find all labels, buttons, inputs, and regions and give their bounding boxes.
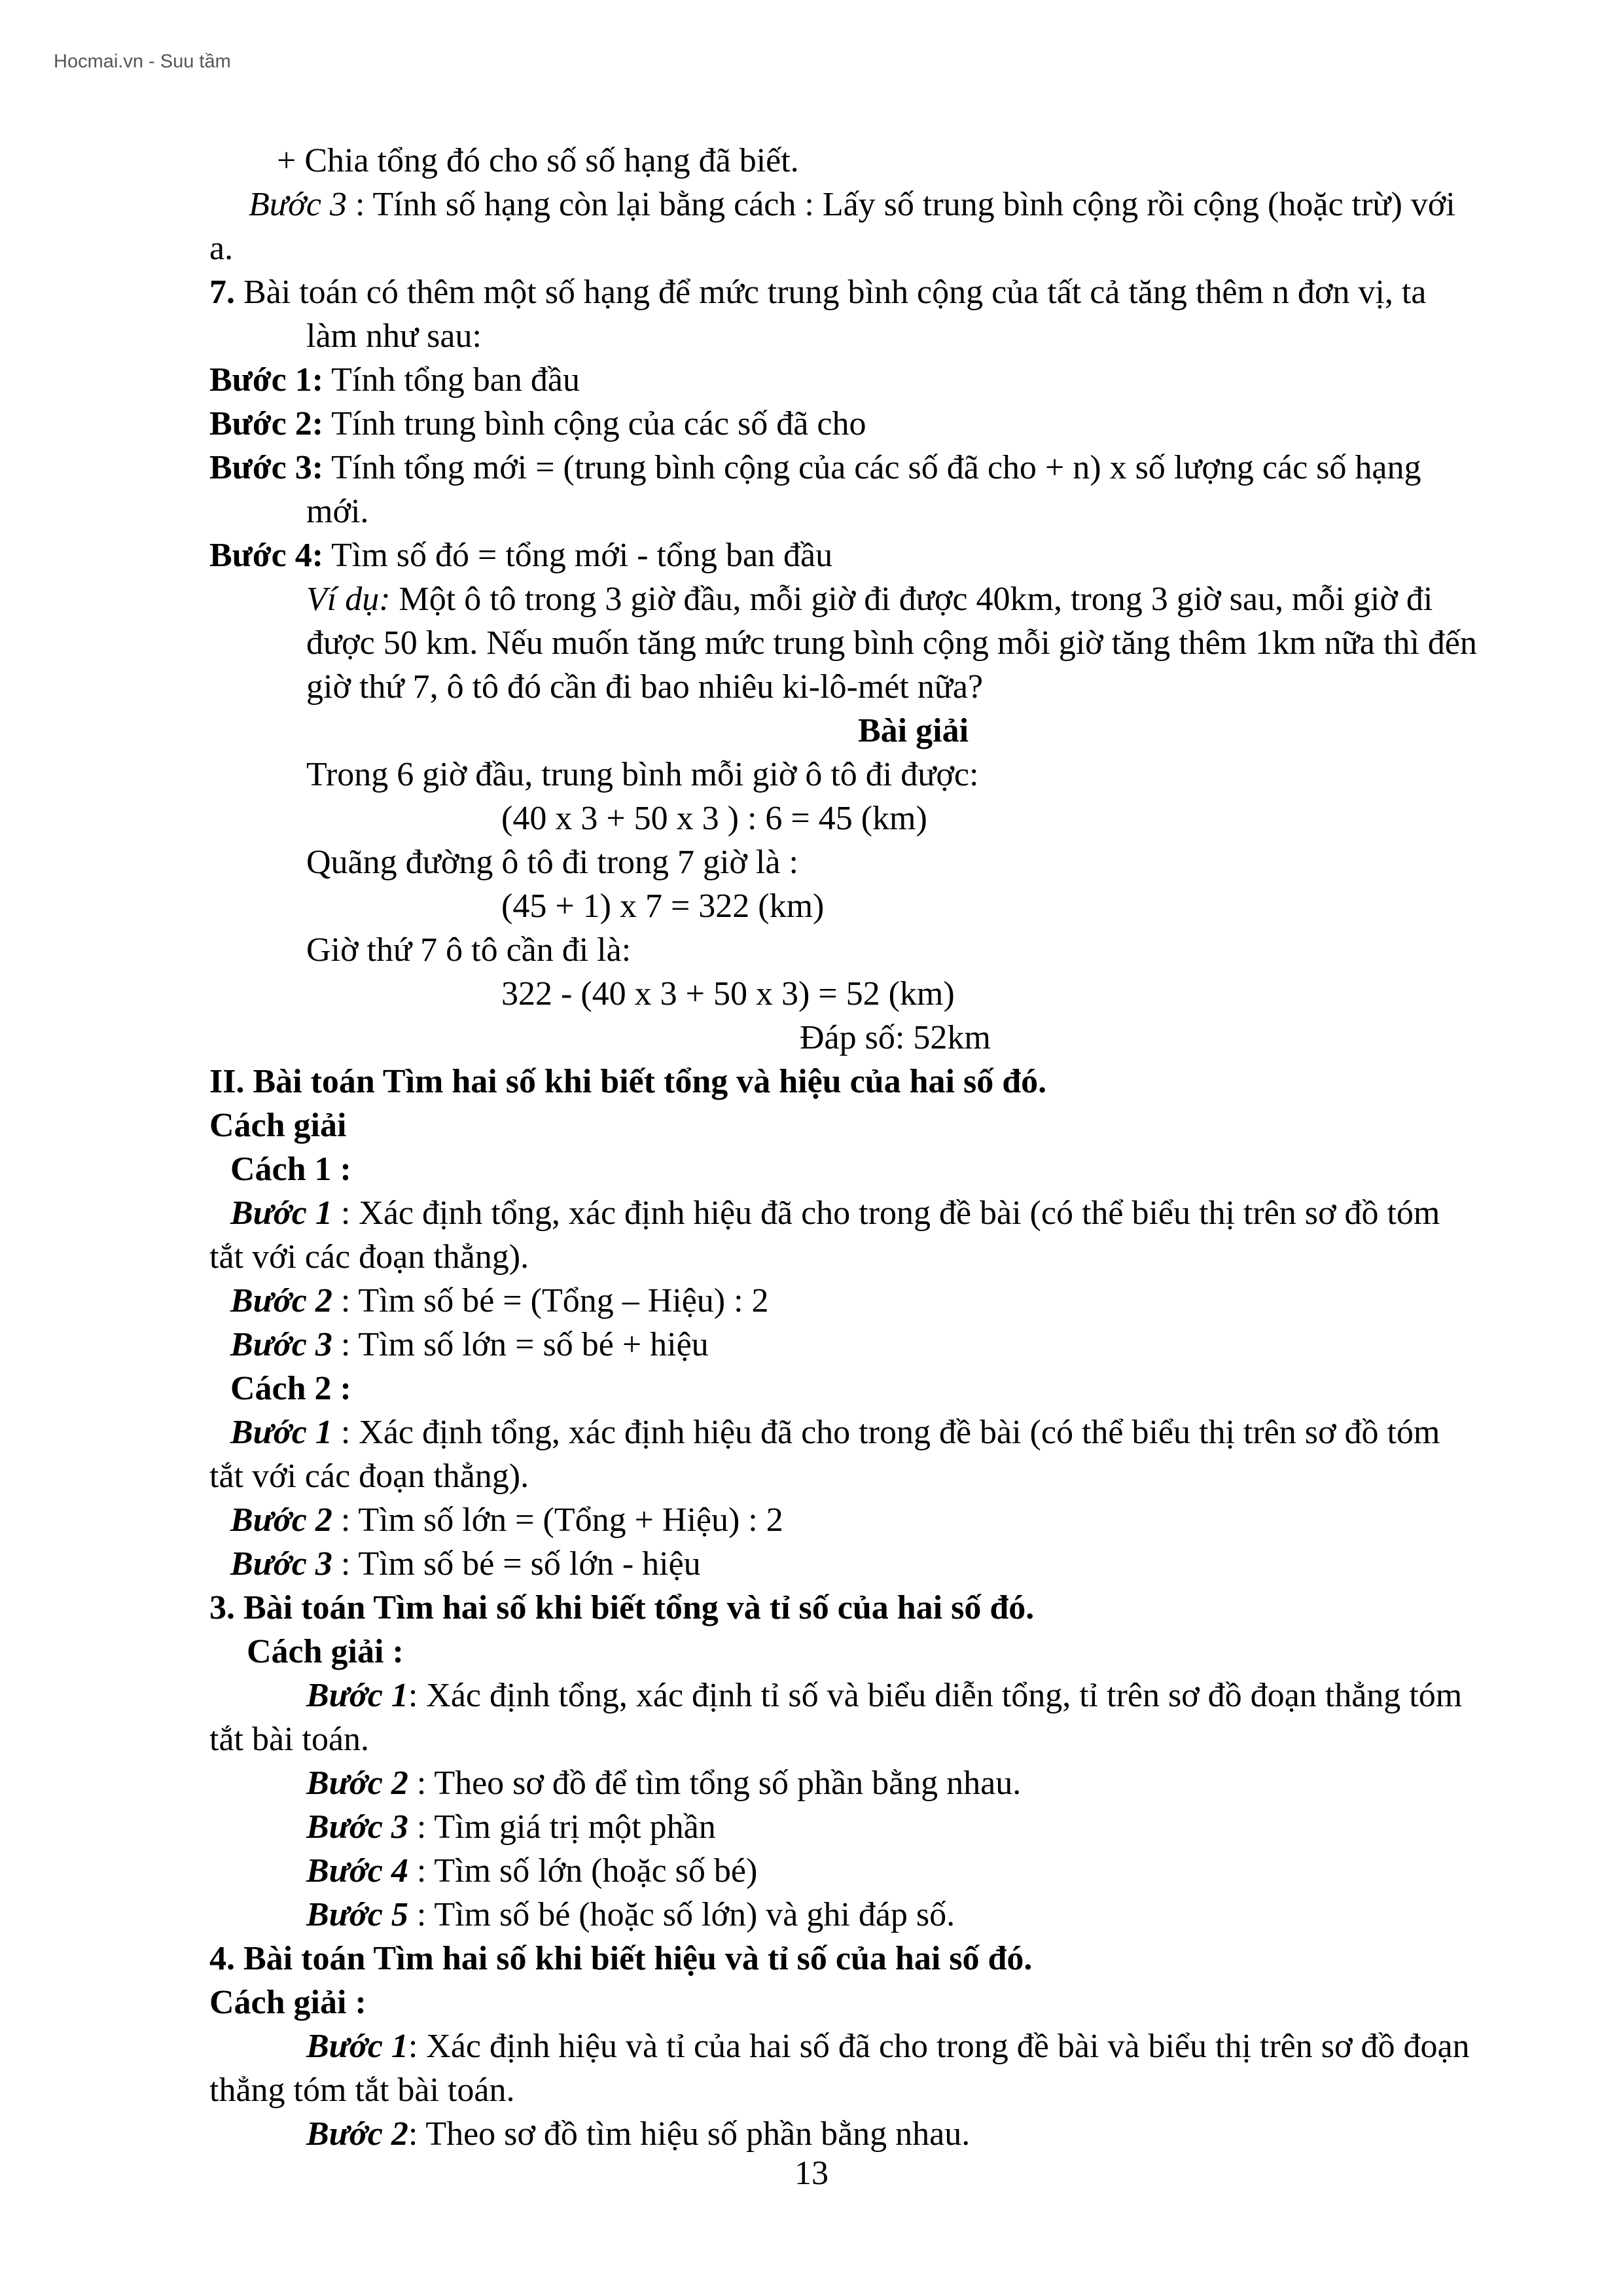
- section-7-heading: 7. Bài toán có thêm một số hạng để mức trung bình cộng của tất cả tăng thêm n đơn vị, ta: [209, 274, 1427, 311]
- step3-line: Bước 3 : Tính số hạng còn lại bằng cách : Lấy số trung bình cộng rồi cộng (hoặc trừ) với: [249, 186, 1455, 223]
- section-II-heading: II. Bài toán Tìm hai số khi biết tổng và hiệu của hai số đó.: [209, 1063, 1047, 1100]
- section-7-step-2: Bước 2: Tính trung bình cộng của các số đã cho: [209, 405, 866, 442]
- watermark: Hocmai.vn - Suu tầm: [54, 51, 231, 72]
- example-line-1: Ví dụ: Một ô tô trong 3 giờ đầu, mỗi giờ đi được 40km, trong 3 giờ sau, mỗi giờ đi: [306, 581, 1433, 618]
- section-7-heading-cont: làm như sau:: [306, 317, 482, 355]
- section-4-heading: 4. Bài toán Tìm hai số khi biết hiệu và tỉ số của hai số đó.: [209, 1940, 1033, 1977]
- way-1-title: Cách 1 :: [230, 1151, 351, 1188]
- section-4-method-title: Cách giải :: [209, 1984, 366, 2021]
- section-3-step-4: Bước 4 : Tìm số lớn (hoặc số bé): [306, 1852, 758, 1890]
- solution-line-2: (40 x 3 + 50 x 3 ) : 6 = 45 (km): [501, 800, 927, 837]
- way-2-step-1-cont: tắt với các đoạn thẳng).: [209, 1458, 529, 1495]
- solution-line-4: (45 + 1) x 7 = 322 (km): [501, 888, 825, 925]
- step-label: Bước 3: [249, 186, 347, 223]
- section-4-step-2: Bước 2: Theo sơ đồ tìm hiệu số phần bằng nhau.: [306, 2115, 971, 2153]
- solution-line-1: Trong 6 giờ đầu, trung bình mỗi giờ ô tô đi được:: [306, 756, 979, 793]
- solution-line-3: Quãng đường ô tô đi trong 7 giờ là :: [306, 844, 798, 881]
- way-1-step-1-cont: tắt với các đoạn thẳng).: [209, 1238, 529, 1276]
- section-3-step-5: Bước 5 : Tìm số bé (hoặc số lớn) và ghi đáp số.: [306, 1896, 955, 1933]
- example-line-3: giờ thứ 7, ô tô đó cần đi bao nhiêu ki-lô-mét nữa?: [306, 668, 984, 706]
- solution-line-6: 322 - (40 x 3 + 50 x 3) = 52 (km): [501, 975, 955, 1013]
- section-3-step-1-cont: tắt bài toán.: [209, 1721, 370, 1758]
- way-1-step-3: Bước 3 : Tìm số lớn = số bé + hiệu: [230, 1326, 709, 1363]
- section-4-step-1-cont: thẳng tóm tắt bài toán.: [209, 2072, 515, 2109]
- way-2-step-1: Bước 1 : Xác định tổng, xác định hiệu đã cho trong đề bài (có thể biểu thị trên sơ đồ tóm: [230, 1414, 1440, 1451]
- section-3-heading: 3. Bài toán Tìm hai số khi biết tổng và tỉ số của hai số đó.: [209, 1589, 1035, 1626]
- page-number: 13: [794, 2155, 829, 2192]
- section-7-step-3-cont: mới.: [306, 493, 369, 530]
- section-3-step-1: Bước 1: Xác định tổng, xác định tỉ số và biểu diễn tổng, tỉ trên sơ đồ đoạn thẳng tóm: [306, 1677, 1463, 1714]
- example-label: Ví dụ:: [306, 581, 391, 618]
- example-line-2: được 50 km. Nếu muốn tăng mức trung bình cộng mỗi giờ tăng thêm 1km nữa thì đến: [306, 624, 1477, 662]
- way-1-step-1: Bước 1 : Xác định tổng, xác định hiệu đã cho trong đề bài (có thể biểu thị trên sơ đồ tóm: [230, 1194, 1440, 1232]
- way-1-step-2: Bước 2 : Tìm số bé = (Tổng – Hiệu) : 2: [230, 1282, 769, 1319]
- section-3-step-3: Bước 3 : Tìm giá trị một phần: [306, 1808, 716, 1846]
- divide-line: + Chia tổng đó cho số số hạng đã biết.: [277, 142, 799, 179]
- solution-title: Bài giải: [858, 712, 969, 749]
- section-7-step-3: Bước 3: Tính tổng mới = (trung bình cộng của các số đã cho + n) x số lượng các số hạng: [209, 449, 1421, 486]
- way-2-step-2: Bước 2 : Tìm số lớn = (Tổng + Hiệu) : 2: [230, 1501, 783, 1539]
- solution-line-5: Giờ thứ 7 ô tô cần đi là:: [306, 931, 632, 969]
- section-3-method-title: Cách giải :: [247, 1633, 404, 1670]
- section-7-step-1: Bước 1: Tính tổng ban đầu: [209, 361, 580, 399]
- section-4-step-1: Bước 1: Xác định hiệu và tỉ của hai số đã cho trong đề bài và biểu thị trên sơ đồ đoạn: [306, 2028, 1470, 2065]
- way-2-title: Cách 2 :: [230, 1370, 351, 1407]
- section-3-step-2: Bước 2 : Theo sơ đồ để tìm tổng số phần bằng nhau.: [306, 1765, 1022, 1802]
- step3-continuation: a.: [209, 230, 234, 267]
- way-2-step-3: Bước 3 : Tìm số bé = số lớn - hiệu: [230, 1545, 701, 1583]
- solution-answer: Đáp số: 52km: [800, 1019, 991, 1056]
- section-7-step-4: Bước 4: Tìm số đó = tổng mới - tổng ban đầu: [209, 537, 833, 574]
- section-II-method-title: Cách giải: [209, 1107, 347, 1144]
